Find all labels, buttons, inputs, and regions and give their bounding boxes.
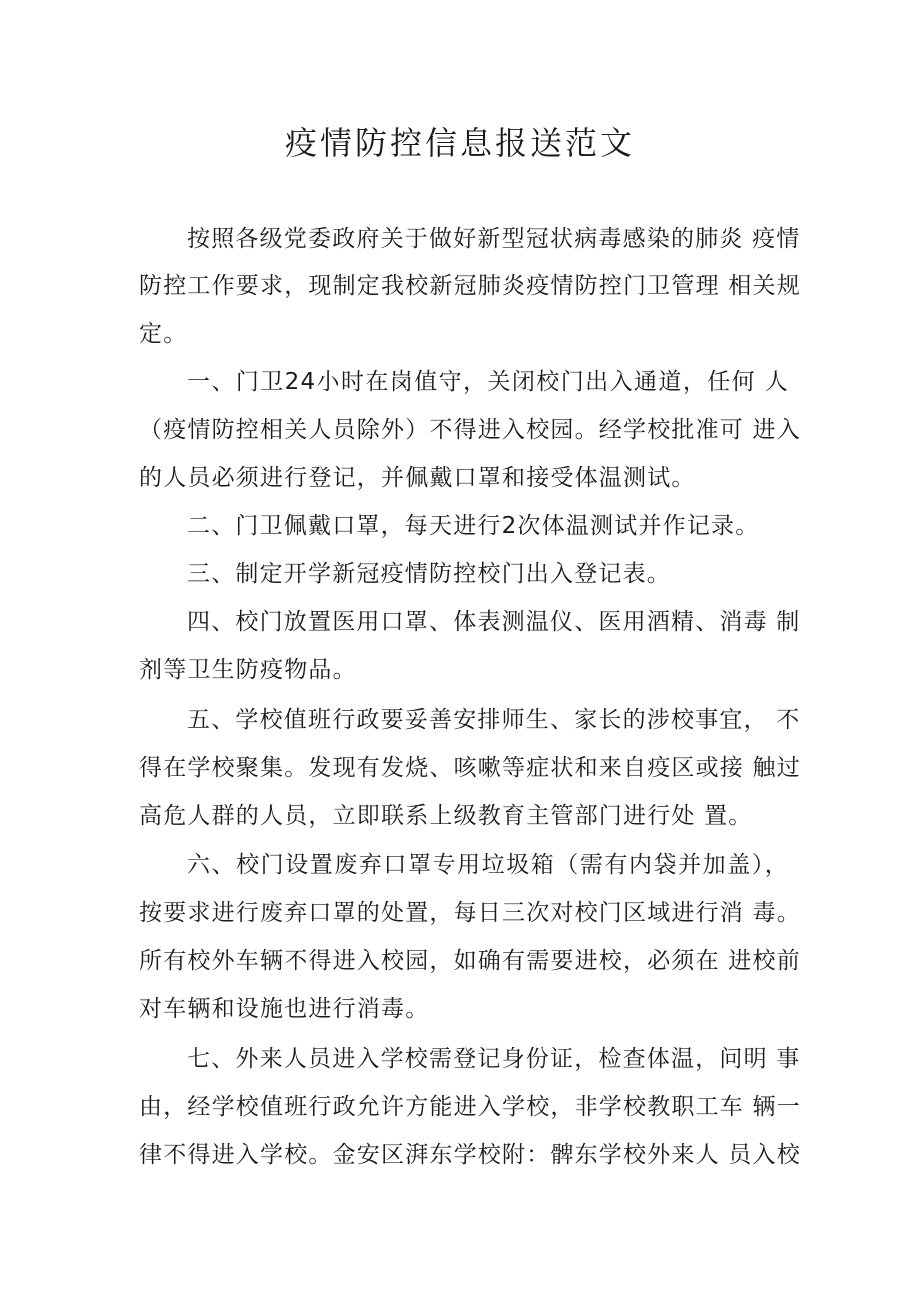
paragraph-line: 七、外来人员进入学校需登记身份证，检查体温，问明 事	[187, 1046, 801, 1072]
paragraph-line: （疫情防控相关人员除外）不得进入校园。经学校批准可 进入	[139, 417, 801, 443]
paragraph-line: 五、学校值班行政要妥善安排师生、家长的涉校事宜， 不	[187, 707, 801, 733]
paragraph-line: 剂等卫生防疫物品。	[139, 657, 357, 683]
document-title: 疫情防控信息报送范文	[284, 124, 635, 162]
paragraph-line: 二、门卫佩戴口罩，每天进行2次体温测试并作记录。	[187, 513, 760, 539]
paragraph-line: 防控工作要求，现制定我校新冠肺炎疫情防控门卫管理 相关规	[139, 273, 801, 299]
paragraph-line: 由，经学校值班行政允许方能进入学校，非学校教职工车 辆一	[139, 1094, 801, 1120]
paragraph-line: 高危人群的人员，立即联系上级教育主管部门进行处 置。	[139, 803, 753, 829]
paragraph-line: 按照各级党委政府关于做好新型冠状病毒感染的肺炎 疫情	[187, 226, 801, 252]
paragraph-line: 按要求进行废弃口罩的处置，每日三次对校门区域进行消 毒。	[139, 900, 801, 926]
paragraph-line: 一、门卫24小时在岗值守，关闭校门出入通道，任何 人	[187, 369, 789, 395]
paragraph-line: 所有校外车辆不得进入校园，如确有需要进校，必须在 进校前	[139, 948, 801, 974]
paragraph-line: 得在学校聚集。发现有发烧、咳嗽等症状和来自疫区或接 触过	[139, 755, 801, 781]
paragraph-line: 律不得进入学校。金安区湃东学校附：髀东学校外来人 员入校	[139, 1142, 801, 1168]
paragraph-line: 定。	[139, 321, 188, 347]
paragraph-line: 的人员必须进行登记，并佩戴口罩和接受体温测试。	[139, 465, 696, 491]
paragraph-line: 三、制定开学新冠疫情防控校门出入登记表。	[187, 561, 671, 587]
paragraph-line: 四、校门放置医用口罩、体表测温仪、医用酒精、消毒 制	[187, 609, 801, 635]
paragraph-line: 对车辆和设施也进行消毒。	[139, 996, 430, 1022]
paragraph-line: 六、校门设置废弃口罩专用垃圾箱（需有内袋并加盖），	[187, 852, 789, 878]
